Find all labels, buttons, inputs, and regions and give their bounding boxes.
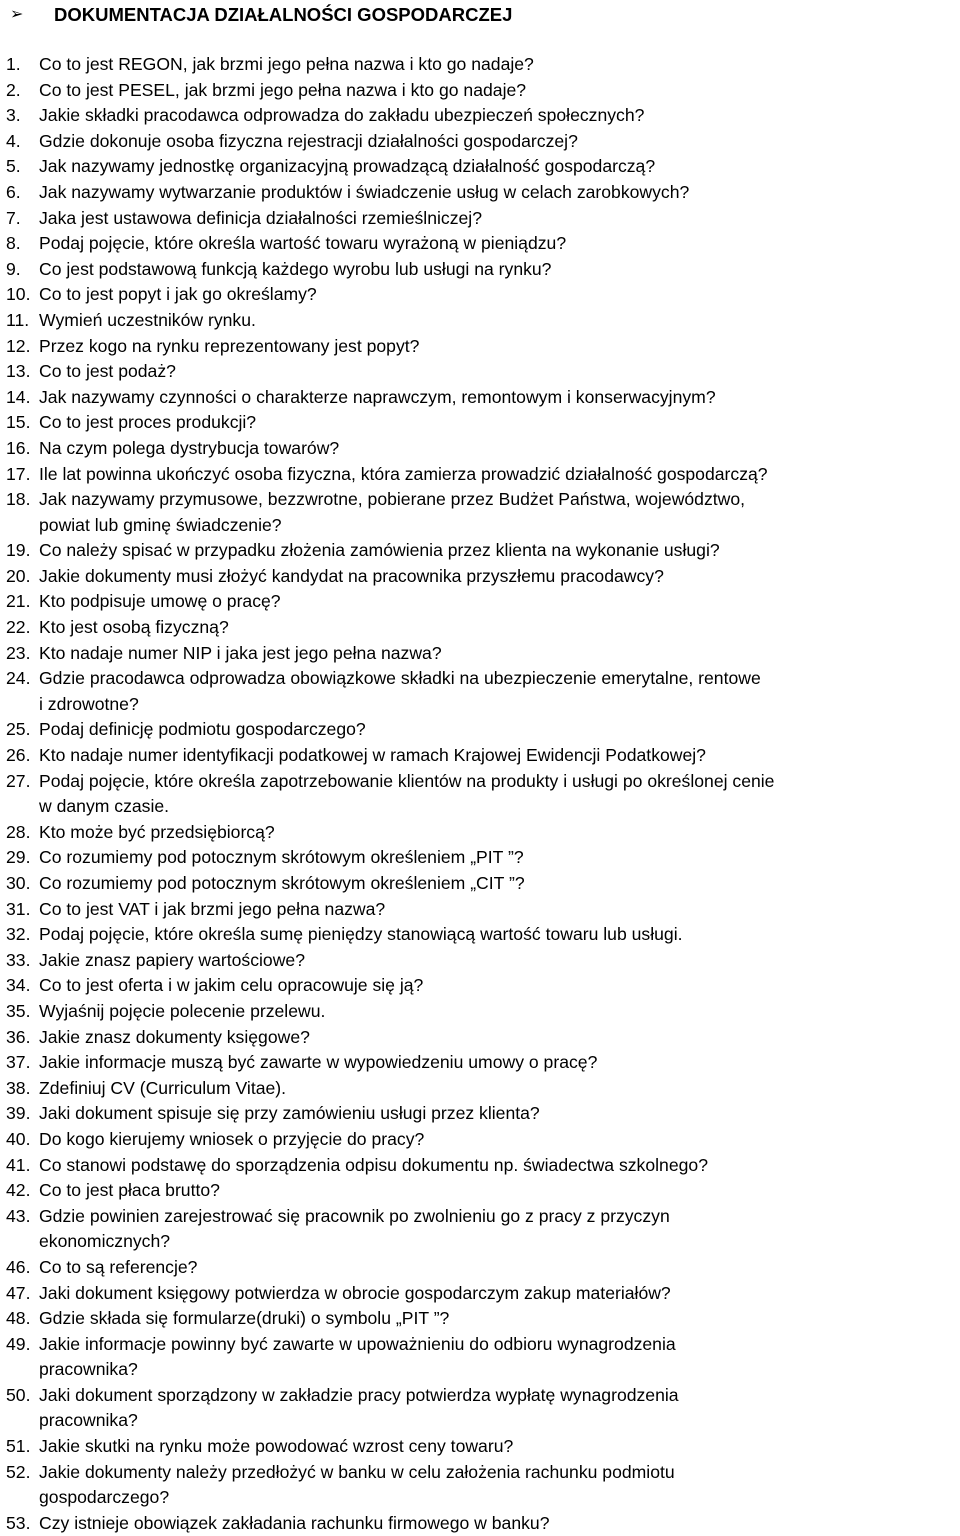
question-item bbox=[0, 897, 960, 923]
question-item bbox=[0, 1281, 960, 1307]
question-item bbox=[0, 641, 960, 667]
question-text: Gdzie pracodawca odprowadza obowiązkowe składki na ubezpieczenie emerytalne, rentowe bbox=[39, 668, 761, 689]
question-number: 17. bbox=[6, 463, 31, 484]
document-heading bbox=[10, 0, 512, 30]
question-item bbox=[0, 359, 960, 385]
question-number: 50. bbox=[6, 1384, 31, 1405]
question-number: 34. bbox=[6, 975, 31, 996]
question-text: Co rozumiemy pod potocznym skrótowym określeniem „CIT ”? bbox=[39, 873, 525, 893]
question-number: 5. bbox=[6, 156, 21, 177]
question-item bbox=[0, 410, 960, 436]
question-item bbox=[0, 334, 960, 360]
question-item bbox=[0, 436, 960, 462]
question-text: Do kogo kierujemy wniosek o przyjęcie do pracy? bbox=[39, 1128, 425, 1149]
question-item bbox=[0, 666, 960, 717]
question-item bbox=[0, 1383, 960, 1434]
question-item bbox=[0, 282, 960, 308]
question-number: 7. bbox=[6, 207, 21, 228]
arrow-bullet-icon: ➢ bbox=[10, 6, 24, 23]
question-text: Ile lat powinna ukończyć osoba fizyczna, która zamierza prowadzić działalność gospodarczą? bbox=[39, 463, 768, 484]
question-text: Jak nazywamy wytwarzanie produktów i świadczenie usług w celach zarobkowych? bbox=[39, 181, 690, 202]
question-number: 11. bbox=[6, 309, 30, 330]
question-item bbox=[0, 1332, 960, 1383]
question-text: Jakie dokumenty musi złożyć kandydat na pracownika przyszłemu pracodawcy? bbox=[39, 565, 664, 586]
question-item bbox=[0, 845, 960, 871]
question-item bbox=[0, 1434, 960, 1460]
question-text: Co jest podstawową funkcją każdego wyrobu lub usługi na rynku? bbox=[39, 258, 552, 279]
question-text-continuation: pracownika? bbox=[39, 1410, 138, 1431]
question-item bbox=[0, 129, 960, 155]
question-text-continuation: ekonomicznych? bbox=[39, 1231, 171, 1252]
question-text: Kto może być przedsiębiorcą? bbox=[39, 821, 275, 842]
question-number: 16. bbox=[6, 437, 31, 458]
document-title: DOKUMENTACJA DZIAŁALNOŚCI GOSPODARCZEJ bbox=[54, 4, 513, 25]
question-text-continuation: pracownika? bbox=[39, 1359, 138, 1380]
question-text: Gdzie składa się formularze(druki) o symbolu „PIT ”? bbox=[39, 1308, 450, 1329]
question-text: Co to jest podaż? bbox=[39, 361, 176, 382]
question-number: 39. bbox=[6, 1103, 31, 1124]
question-item bbox=[0, 589, 960, 615]
question-text: Jakie informacje muszą być zawarte w wypowiedzeniu umowy o pracę? bbox=[39, 1052, 598, 1073]
question-item bbox=[0, 743, 960, 769]
question-text-continuation: gospodarczego? bbox=[39, 1487, 170, 1508]
question-number: 43. bbox=[6, 1205, 31, 1226]
question-item bbox=[0, 564, 960, 590]
question-text: Co to jest popyt i jak go określamy? bbox=[39, 284, 317, 305]
question-number: 47. bbox=[6, 1282, 31, 1303]
question-number: 28. bbox=[6, 821, 31, 842]
question-item bbox=[0, 538, 960, 564]
question-number: 12. bbox=[6, 335, 31, 356]
question-item bbox=[0, 52, 960, 78]
question-number: 23. bbox=[6, 642, 31, 663]
question-number: 21. bbox=[6, 591, 31, 612]
question-text: Co to jest oferta i w jakim celu opracowuje się ją? bbox=[39, 975, 424, 996]
question-number: 13. bbox=[6, 361, 31, 382]
question-item bbox=[0, 206, 960, 232]
question-text: Jaki dokument księgowy potwierdza w obrocie gospodarczym zakup materiałów? bbox=[39, 1282, 671, 1303]
question-text: Co to jest płaca brutto? bbox=[39, 1180, 220, 1201]
question-number: 4. bbox=[6, 130, 21, 151]
question-number: 42. bbox=[6, 1180, 31, 1201]
question-text: Co stanowi podstawę do sporządzenia odpisu dokumentu np. świadectwa szkolnego? bbox=[39, 1154, 708, 1175]
question-text: Jakie znasz dokumenty księgowe? bbox=[39, 1026, 310, 1047]
question-item bbox=[0, 973, 960, 999]
question-item bbox=[0, 1025, 960, 1051]
question-item bbox=[0, 385, 960, 411]
question-number: 10. bbox=[6, 284, 31, 305]
question-list bbox=[0, 52, 960, 1536]
question-number: 36. bbox=[6, 1026, 31, 1047]
question-number: 20. bbox=[6, 565, 31, 586]
question-item bbox=[0, 1153, 960, 1179]
question-item bbox=[0, 180, 960, 206]
question-text-continuation: powiat lub gminę świadczenie? bbox=[39, 514, 282, 535]
question-item bbox=[0, 1511, 960, 1536]
question-item bbox=[0, 487, 960, 538]
question-number: 49. bbox=[6, 1333, 31, 1354]
question-item bbox=[0, 462, 960, 488]
question-item bbox=[0, 999, 960, 1025]
question-text: Podaj pojęcie, które określa sumę pieniędzy stanowiącą wartość towaru lub usługi. bbox=[39, 924, 683, 945]
question-text: Jak nazywamy czynności o charakterze naprawczym, remontowym i konserwacyjnym? bbox=[39, 386, 716, 407]
question-text: Jak nazywamy jednostkę organizacyjną prowadzącą działalność gospodarczą? bbox=[39, 156, 656, 177]
question-item bbox=[0, 1204, 960, 1255]
question-number: 1. bbox=[6, 54, 21, 74]
question-number: 8. bbox=[6, 233, 21, 254]
question-item bbox=[0, 1178, 960, 1204]
question-text: Zdefiniuj CV (Curriculum Vitae). bbox=[39, 1077, 287, 1098]
question-text: Jakie informacje powinny być zawarte w upoważnieniu do odbioru wynagrodzenia bbox=[39, 1333, 676, 1354]
question-text: Czy istnieje obowiązek zakładania rachunku firmowego w banku? bbox=[39, 1512, 550, 1533]
question-item bbox=[0, 948, 960, 974]
question-text: Podaj definicję podmiotu gospodarczego? bbox=[39, 719, 366, 740]
question-number: 18. bbox=[6, 489, 31, 510]
question-text: Kto nadaje numer NIP i jaka jest jego pełna nazwa? bbox=[39, 642, 442, 663]
question-number: 9. bbox=[6, 258, 21, 279]
question-text: Jakie dokumenty należy przedłożyć w banku w celu założenia rachunku podmiotu bbox=[39, 1461, 675, 1482]
question-item bbox=[0, 257, 960, 283]
question-number: 6. bbox=[6, 181, 21, 202]
question-number: 3. bbox=[6, 105, 21, 126]
question-item bbox=[0, 231, 960, 257]
question-number: 30. bbox=[6, 873, 31, 893]
question-text: Podaj pojęcie, które określa zapotrzebowanie klientów na produkty i usługi po określonej cenie bbox=[39, 770, 775, 791]
question-item bbox=[0, 1127, 960, 1153]
question-text: Wymień uczestników rynku. bbox=[39, 309, 256, 330]
question-number: 37. bbox=[6, 1052, 31, 1073]
question-text: Wyjaśnij pojęcie polecenie przelewu. bbox=[39, 1000, 326, 1021]
question-item bbox=[0, 78, 960, 104]
question-text: Co to jest VAT i jak brzmi jego pełna nazwa? bbox=[39, 898, 386, 919]
question-number: 24. bbox=[6, 668, 31, 689]
question-item bbox=[0, 308, 960, 334]
question-item bbox=[0, 1076, 960, 1102]
question-number: 41. bbox=[6, 1154, 31, 1175]
question-item bbox=[0, 922, 960, 948]
question-number: 14. bbox=[6, 386, 31, 407]
question-item bbox=[0, 717, 960, 743]
question-text: Jakie skutki na rynku może powodować wzrost ceny towaru? bbox=[39, 1436, 514, 1457]
question-text: Jakie składki pracodawca odprowadza do zakładu ubezpieczeń społecznych? bbox=[39, 105, 645, 126]
question-text-continuation: w danym czasie. bbox=[39, 796, 170, 817]
question-number: 2. bbox=[6, 79, 21, 100]
question-text: Co to jest proces produkcji? bbox=[39, 412, 257, 433]
question-number: 51. bbox=[6, 1436, 31, 1457]
question-number: 31. bbox=[6, 898, 31, 919]
question-item bbox=[0, 615, 960, 641]
question-number: 33. bbox=[6, 949, 31, 970]
question-text: Na czym polega dystrybucja towarów? bbox=[39, 437, 340, 458]
question-number: 22. bbox=[6, 617, 31, 638]
question-text: Podaj pojęcie, które określa wartość towaru wyrażoną w pieniądzu? bbox=[39, 233, 567, 254]
question-text: Gdzie dokonuje osoba fizyczna rejestracji działalności gospodarczej? bbox=[39, 130, 578, 151]
question-item bbox=[0, 1050, 960, 1076]
question-text: Kto nadaje numer identyfikacji podatkowej w ramach Krajowej Ewidencji Podatkowej? bbox=[39, 745, 706, 766]
question-text: Jaka jest ustawowa definicja działalności rzemieślniczej? bbox=[39, 207, 482, 228]
question-item bbox=[0, 154, 960, 180]
question-number: 29. bbox=[6, 847, 31, 868]
question-text: Co to jest PESEL, jak brzmi jego pełna nazwa i kto go nadaje? bbox=[39, 79, 527, 100]
question-number: 35. bbox=[6, 1000, 31, 1021]
question-text: Co to jest REGON, jak brzmi jego pełna nazwa i kto go nadaje? bbox=[39, 54, 534, 74]
question-text: Jakie znasz papiery wartościowe? bbox=[39, 949, 305, 970]
question-item bbox=[0, 1306, 960, 1332]
question-number: 27. bbox=[6, 770, 31, 791]
question-item bbox=[0, 103, 960, 129]
question-number: 53. bbox=[6, 1512, 31, 1533]
question-text: Gdzie powinien zarejestrować się pracownik po zwolnieniu go z pracy z przyczyn bbox=[39, 1205, 670, 1226]
question-item bbox=[0, 769, 960, 820]
question-number: 25. bbox=[6, 719, 31, 740]
question-text: Jak nazywamy przymusowe, bezzwrotne, pobierane przez Budżet Państwa, województwo, bbox=[39, 489, 746, 510]
question-text-continuation: i zdrowotne? bbox=[39, 693, 139, 714]
question-text: Co należy spisać w przypadku złożenia zamówienia przez klienta na wykonanie usługi? bbox=[39, 540, 720, 561]
question-number: 48. bbox=[6, 1308, 31, 1329]
question-text: Kto jest osobą fizyczną? bbox=[39, 617, 229, 638]
question-number: 19. bbox=[6, 540, 31, 561]
question-number: 52. bbox=[6, 1461, 31, 1482]
question-text: Co to są referencje? bbox=[39, 1256, 198, 1277]
question-number: 46. bbox=[6, 1256, 31, 1277]
question-number: 15. bbox=[6, 412, 31, 433]
question-item bbox=[0, 820, 960, 846]
question-text: Co rozumiemy pod potocznym skrótowym określeniem „PIT ”? bbox=[39, 847, 524, 868]
question-number: 32. bbox=[6, 924, 31, 945]
question-item bbox=[0, 871, 960, 897]
question-number: 38. bbox=[6, 1077, 31, 1098]
question-text: Przez kogo na rynku reprezentowany jest popyt? bbox=[39, 335, 420, 356]
question-text: Jaki dokument spisuje się przy zamówieniu usługi przez klienta? bbox=[39, 1103, 540, 1124]
question-number: 26. bbox=[6, 745, 31, 766]
question-number: 40. bbox=[6, 1128, 31, 1149]
question-item bbox=[0, 1255, 960, 1281]
question-item bbox=[0, 1101, 960, 1127]
question-text: Kto podpisuje umowę o pracę? bbox=[39, 591, 281, 612]
question-item bbox=[0, 1460, 960, 1511]
question-text: Jaki dokument sporządzony w zakładzie pracy potwierdza wypłatę wynagrodzenia bbox=[39, 1384, 679, 1405]
